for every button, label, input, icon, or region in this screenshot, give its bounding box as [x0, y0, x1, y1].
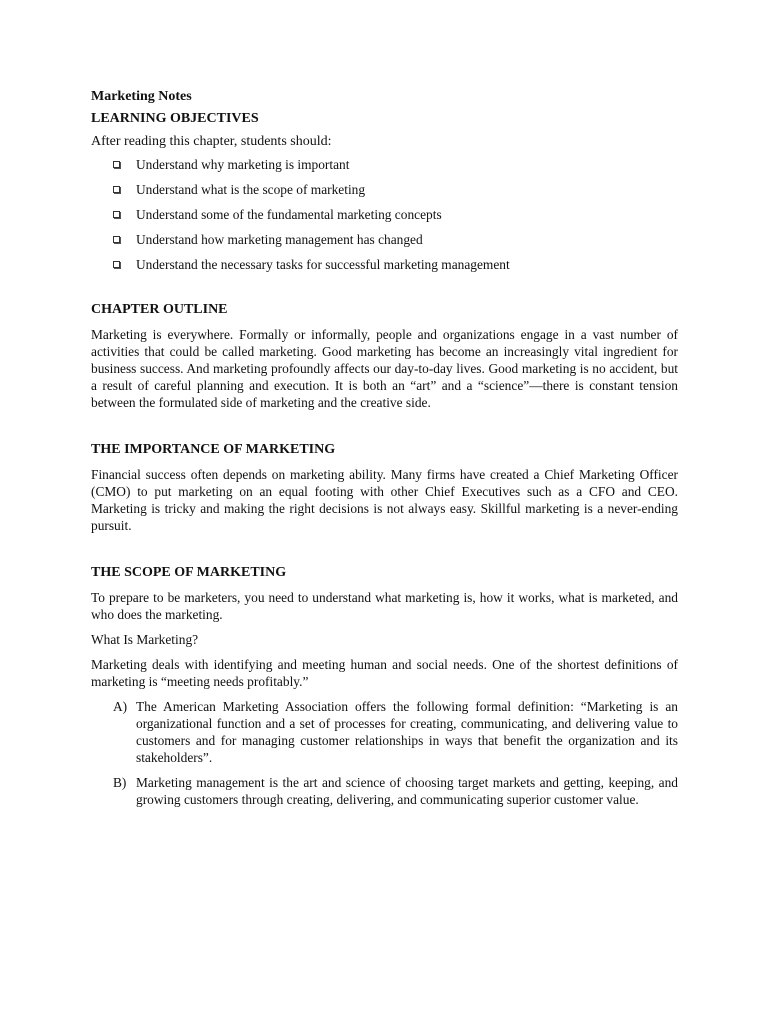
- list-item: [91, 181, 678, 198]
- square-bullet-icon: [113, 261, 120, 268]
- spacer: [91, 542, 678, 564]
- scope-paragraph-1: To prepare to be marketers, you need to understand what marketing is, how it works, what is marketed, and who does the marketing.: [91, 590, 678, 622]
- document-title: Marketing Notes: [91, 89, 192, 104]
- definition-text: Marketing management is the art and science of choosing target markets and getting, keeping, and growing customers through creating, delivering, and communicating superior customer value.: [136, 775, 678, 807]
- chapter-outline-heading: CHAPTER OUTLINE: [91, 302, 228, 317]
- scope-heading: THE SCOPE OF MARKETING: [91, 565, 287, 580]
- list-marker: B): [113, 775, 127, 790]
- square-bullet-icon: [113, 236, 120, 243]
- learning-objectives-intro: After reading this chapter, students should:: [91, 134, 332, 149]
- list-item-text: Understand some of the fundamental marketing concepts: [136, 207, 442, 222]
- square-bullet-icon: [113, 161, 120, 168]
- list-item: [91, 256, 678, 273]
- what-is-marketing-subheading: What Is Marketing?: [91, 632, 199, 647]
- list-item-text: Understand how marketing management has changed: [136, 232, 423, 247]
- document-page: [91, 88, 678, 816]
- scope-paragraph-2: Marketing deals with identifying and meeting human and social needs. One of the shortest definitions of marketing is “meeting needs profitably.”: [91, 657, 678, 689]
- learning-objectives-heading: LEARNING OBJECTIVES: [91, 111, 259, 126]
- list-marker: A): [113, 699, 128, 714]
- list-item-text: Understand why marketing is important: [136, 157, 350, 172]
- chapter-outline-paragraph: Marketing is everywhere. Formally or informally, people and organizations engage in a vast number of activities that could be called marketing. Good marketing has become an increasingly vital ingredient for business success. And marketing profoundly affects our day-to-day lives. Good marketing is no accident, but a result of careful planning and execution. It is both an “art” and a “science”—there is constant tension between the formulated side of marketing and the creative side.: [91, 327, 678, 410]
- list-item-text: Understand the necessary tasks for successful marketing management: [136, 257, 510, 272]
- definitions-list: [91, 698, 678, 808]
- importance-paragraph: Financial success often depends on marketing ability. Many firms have created a Chief Marketing Officer (CMO) to put marketing on an equal footing with other Chief Executives such as a CFO and CEO. Marketing is tricky and making the right decisions is not always easy. Skillful marketing is a never-ending pursuit.: [91, 467, 678, 533]
- spacer: [91, 419, 678, 441]
- list-item: [91, 774, 678, 808]
- square-bullet-icon: [113, 186, 120, 193]
- list-item: [91, 206, 678, 223]
- spacer: [91, 281, 678, 301]
- square-bullet-icon: [113, 211, 120, 218]
- list-item: [91, 698, 678, 766]
- list-item: [91, 156, 678, 173]
- list-item-text: Understand what is the scope of marketing: [136, 182, 366, 197]
- definition-text: The American Marketing Association offers the following formal definition: “Marketing is an organizational function and a set of processes for creating, communicating, and delivering value to customers and for managing customer relationships in ways that benefit the organization and its stakeholders”.: [136, 699, 678, 765]
- importance-heading: THE IMPORTANCE OF MARKETING: [91, 442, 336, 457]
- learning-objectives-list: [91, 156, 678, 273]
- list-item: [91, 231, 678, 248]
